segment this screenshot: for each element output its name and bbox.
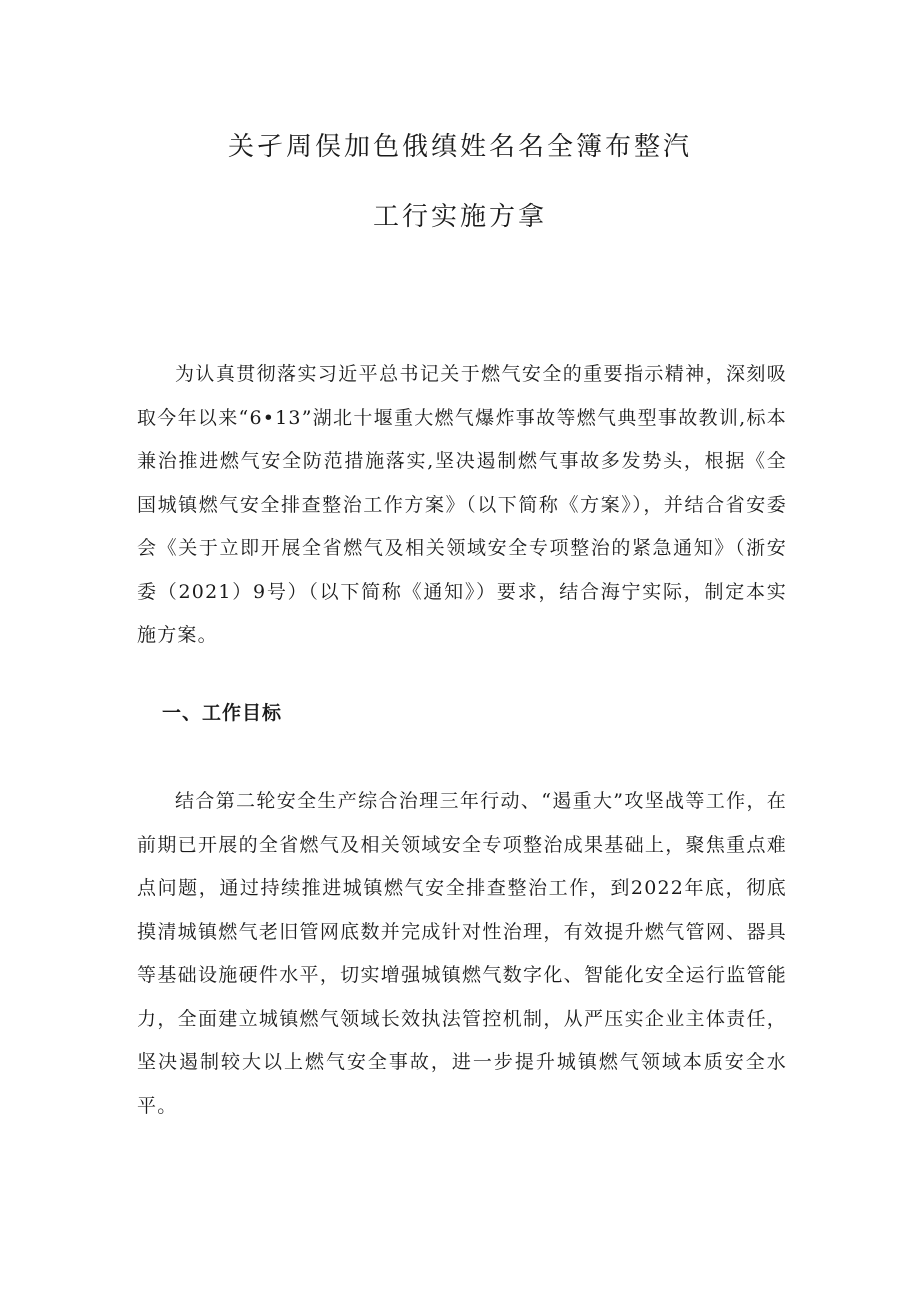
intro-paragraph: 为认真贯彻落实习近平总书记关于燃气安全的重要指示精神，深刻吸取今年以来“6•13”湖北十堰重大燃气爆炸事故等燃气典型事故教训,标本兼治推进燃气安全防范措施落实,坚决遏制燃气事故多发势头，根据《全国城镇燃气安全排查整治工作方案》（以下简称《方案》），并结合省安委会《关于立即开展全省燃气及相关领域安全专项整治的紧急通知》（浙安委（2021）9号）（以下简称《通知》）要求，结合海宁实际，制定本实施方案。 [137, 363, 787, 646]
document-title-line-2: 工行实施方拿 [372, 202, 547, 232]
document-title-line-1: 关孑周俣加色俄缜姓名名全簿布整汽 [227, 132, 692, 162]
section-heading-work-goals: 一、工作目标 [162, 702, 283, 724]
work-goals-paragraph: 结合第二轮安全生产综合治理三年行动、“遏重大”攻坚战等工作，在前期已开展的全省燃气及相关领域安全专项整治成果基础上，聚焦重点难点问题，通过持续推进城镇燃气安全排查整治工作，到2022年底，彻底摸清城镇燃气老旧管网底数并完成针对性治理，有效提升燃气管网、器具等基础设施硬件水平，切实增强城镇燃气数字化、智能化安全运行监管能力，全面建立城镇燃气领域长效执法管控机制，从严压实企业主体责任，坚决遏制较大以上燃气安全事故，进一步提升城镇燃气领域本质安全水平。 [137, 790, 787, 1117]
